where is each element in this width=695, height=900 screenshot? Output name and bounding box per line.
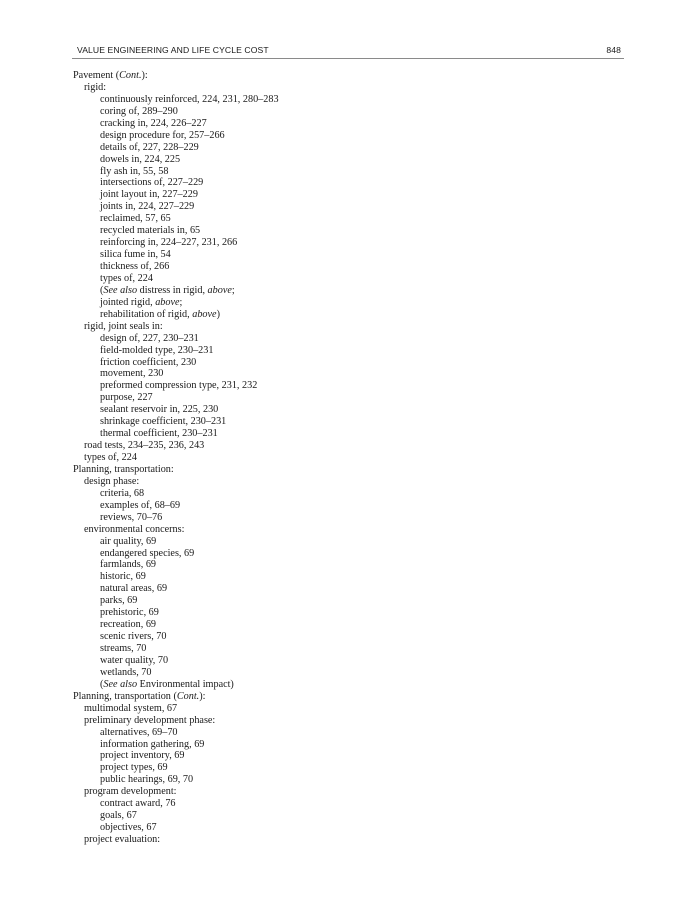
index-subentry	[73, 822, 573, 834]
index-subentry	[73, 798, 573, 810]
index-subentry	[73, 94, 573, 106]
index-subheading	[73, 715, 573, 727]
index-entry-text: preliminary development phase:	[84, 714, 216, 726]
index-subentry	[73, 368, 573, 380]
index-entry-text: multimodal system, 67	[84, 702, 178, 714]
index-subentry	[73, 643, 573, 655]
index-main-heading	[73, 464, 573, 476]
index-subentry	[73, 273, 573, 285]
index-subentry	[73, 667, 573, 679]
index-entry-text: joint layout in, 227–229	[100, 189, 198, 201]
index-entry-text: intersections of, 227–229	[100, 177, 204, 189]
index-entry-text: ):	[199, 690, 206, 702]
index-entry-text: design procedure for, 257–266	[100, 129, 225, 141]
index-entry-italic-text: Cont.	[119, 70, 142, 81]
index-subentry	[73, 548, 573, 560]
index-subentry	[73, 619, 573, 631]
index-entry-text: contract award, 76	[100, 798, 176, 810]
index-entry-text: joints in, 224, 227–229	[100, 201, 195, 213]
index-subentry	[73, 166, 573, 178]
index-subentry	[73, 297, 573, 309]
index-subentry	[73, 130, 573, 142]
index-entry-text: field-molded type, 230–231	[100, 344, 214, 356]
index-entry-list	[73, 70, 573, 846]
index-entry-text: continuously reinforced, 224, 231, 280–283	[100, 93, 279, 105]
index-entry-text: cracking in, 224, 226–227	[100, 117, 207, 129]
index-entry-text: parks, 69	[100, 595, 138, 607]
index-subentry	[73, 774, 573, 786]
index-subentry	[73, 345, 573, 357]
index-entry-italic-text: above	[207, 284, 232, 296]
index-entry-text: recycled materials in, 65	[100, 225, 201, 237]
index-entry-text: wetlands, 70	[100, 666, 152, 678]
page-number: 848	[606, 45, 621, 55]
index-entry-text: project inventory, 69	[100, 750, 185, 762]
index-subentry	[73, 309, 573, 321]
index-entry-text: design of, 227, 230–231	[100, 332, 199, 344]
index-subentry	[73, 500, 573, 512]
index-subentry	[73, 237, 573, 249]
index-entry-text: dowels in, 224, 225	[100, 153, 181, 165]
index-entry-text: distress in rigid,	[137, 284, 208, 296]
index-subentry	[73, 177, 573, 189]
index-subheading	[73, 786, 573, 798]
index-entry-text: objectives, 67	[100, 822, 157, 834]
index-entry-text: details of, 227, 228–229	[100, 141, 199, 153]
index-entry-text: rigid:	[84, 81, 107, 93]
index-entry-text: air quality, 69	[100, 535, 157, 547]
index-subheading	[73, 440, 573, 452]
index-entry-text: historic, 69	[100, 571, 146, 583]
index-subentry	[73, 404, 573, 416]
index-entry-text: fly ash in, 55, 58	[100, 165, 169, 177]
index-entry-text: examples of, 68–69	[100, 499, 181, 511]
index-entry-text: ;	[231, 284, 235, 296]
index-entry-text: jointed rigid,	[100, 296, 156, 308]
running-header-title: VALUE ENGINEERING AND LIFE CYCLE COST	[77, 45, 269, 55]
index-subheading	[73, 834, 573, 846]
index-subentry	[73, 261, 573, 273]
index-entry-text: (	[100, 284, 104, 296]
index-entry-text: thickness of, 266	[100, 261, 170, 272]
index-entry-text: )	[216, 308, 220, 320]
index-subentry	[73, 536, 573, 548]
index-subentry	[73, 595, 573, 607]
index-subentry	[73, 118, 573, 130]
index-subentry	[73, 380, 573, 392]
index-subentry	[73, 607, 573, 619]
index-entry-text: Pavement (	[73, 70, 120, 81]
index-subheading	[73, 321, 573, 333]
index-entry-text: thermal coefficient, 230–231	[100, 428, 218, 440]
index-entry-text: public hearings, 69, 70	[100, 774, 194, 786]
index-entry-text: recreation, 69	[100, 619, 157, 631]
index-entry-text: farmlands, 69	[100, 559, 157, 571]
index-entry-text: reinforcing in, 224–227, 231, 266	[100, 237, 238, 249]
index-subentry	[73, 512, 573, 524]
index-subentry	[73, 142, 573, 154]
index-subentry	[73, 559, 573, 571]
index-subentry	[73, 249, 573, 261]
index-subheading	[73, 524, 573, 536]
index-entry-text: reviews, 70–76	[100, 511, 163, 523]
index-main-heading	[73, 70, 573, 82]
index-entry-text: water quality, 70	[100, 654, 169, 666]
index-entry-text: coring of, 289–290	[100, 105, 178, 117]
index-entry-text: information gathering, 69	[100, 738, 205, 750]
index-main-heading	[73, 691, 573, 703]
index-subheading	[73, 452, 573, 464]
index-entry-text: friction coefficient, 230	[100, 356, 197, 368]
index-entry-text: rehabilitation of rigid,	[100, 308, 193, 320]
index-entry-text: design phase:	[84, 475, 140, 487]
index-entry-text: types of, 224	[84, 452, 137, 463]
index-subentry	[73, 106, 573, 118]
index-subentry	[73, 201, 573, 213]
index-entry-text: purpose, 227	[100, 392, 153, 404]
index-entry-italic-text: above	[155, 296, 180, 308]
index-subentry	[73, 154, 573, 166]
index-subentry	[73, 213, 573, 225]
index-entry-text: project evaluation:	[84, 834, 161, 845]
index-entry-text: movement, 230	[100, 368, 164, 380]
index-entry-text: sealant reservoir in, 225, 230	[100, 404, 219, 416]
index-entry-italic-text: See also	[103, 678, 138, 690]
index-entry-text: program development:	[84, 786, 177, 798]
index-subentry	[73, 810, 573, 822]
index-subentry	[73, 333, 573, 345]
index-entry-text: types of, 224	[100, 272, 153, 284]
index-subentry	[73, 189, 573, 201]
index-entry-text: scenic rivers, 70	[100, 631, 167, 643]
index-subentry	[73, 727, 573, 739]
index-entry-text: Planning, transportation (	[73, 690, 177, 702]
index-entry-text: environmental concerns:	[84, 523, 185, 535]
index-subheading	[73, 703, 573, 715]
index-subentry	[73, 750, 573, 762]
index-entry-text: goals, 67	[100, 810, 137, 822]
index-entry-text: Planning, transportation:	[73, 463, 174, 475]
index-entry-text: project types, 69	[100, 762, 168, 774]
index-entry-italic-text: See also	[103, 284, 138, 296]
index-subentry	[73, 285, 573, 297]
index-subentry	[73, 392, 573, 404]
index-entry-text: criteria, 68	[100, 487, 145, 499]
index-subentry	[73, 225, 573, 237]
index-subentry	[73, 679, 573, 691]
index-entry-text: ;	[179, 296, 183, 308]
index-entry-text: reclaimed, 57, 65	[100, 213, 171, 225]
index-entry-text: rigid, joint seals in:	[84, 320, 163, 332]
index-subentry	[73, 416, 573, 428]
index-subentry	[73, 357, 573, 369]
index-subentry	[73, 631, 573, 643]
index-subentry	[73, 488, 573, 500]
index-entry-text: endangered species, 69	[100, 547, 195, 559]
index-entry-text: (	[100, 678, 104, 690]
index-entry-italic-text: above	[192, 308, 217, 320]
index-subheading	[73, 476, 573, 488]
index-entry-text: Environmental impact)	[137, 678, 234, 690]
index-entry-text: prehistoric, 69	[100, 607, 159, 619]
index-entry-text: preformed compression type, 231, 232	[100, 380, 258, 392]
index-entry-text: silica fume in, 54	[100, 249, 171, 261]
index-subentry	[73, 762, 573, 774]
header-rule	[72, 58, 624, 59]
index-entry-text: alternatives, 69–70	[100, 726, 178, 738]
index-entry-text: shrinkage coefficient, 230–231	[100, 416, 227, 428]
running-header	[72, 44, 624, 58]
index-subentry	[73, 583, 573, 595]
index-entry-text: natural areas, 69	[100, 583, 168, 595]
index-entry-text: ):	[141, 70, 148, 81]
index-subentry	[73, 655, 573, 667]
index-subentry	[73, 739, 573, 751]
index-entry-text: streams, 70	[100, 643, 147, 654]
index-subheading	[73, 82, 573, 94]
index-subentry	[73, 428, 573, 440]
index-entry-text: road tests, 234–235, 236, 243	[84, 440, 205, 452]
index-entry-italic-text: Cont.	[176, 690, 200, 702]
index-subentry	[73, 571, 573, 583]
